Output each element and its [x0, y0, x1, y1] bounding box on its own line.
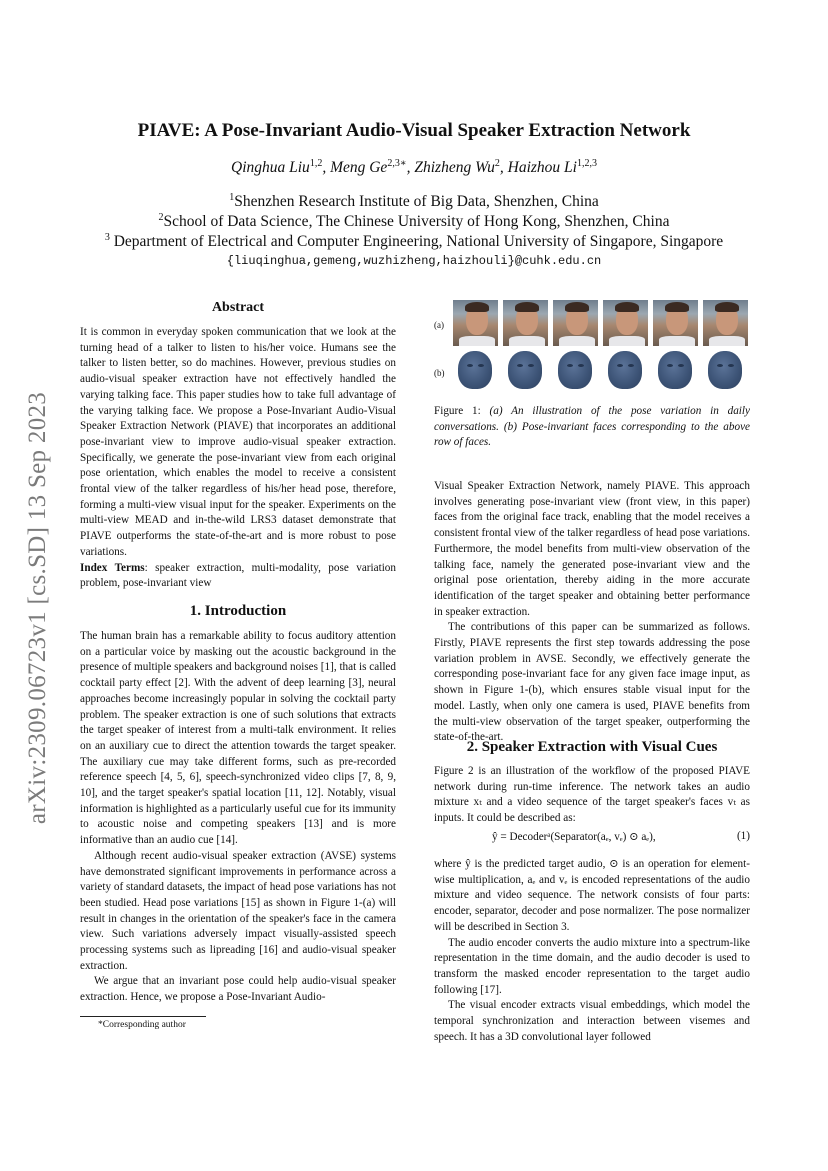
face-photo	[703, 300, 748, 346]
author: Zhizheng Wu$^2$,	[414, 158, 508, 177]
paragraph: where ŷ is the predicted target audio, ⊙ is an operation for element-wise multiplication, aₑ and vₑ is encoded representations of the audio mixture and video sequence. The network consists of four parts: encoder, separator, decoder and pose normalizer. The pose normalizer will be described in Section 3.	[434, 858, 750, 933]
paper-title: PIAVE: A Pose-Invariant Audio-Visual Speaker Extraction Network	[137, 120, 691, 141]
section-2-body-continued	[434, 857, 750, 1045]
figure-1-caption: Figure 1: (a) An illustration of the pose variation in daily conversations. (b) Pose-invariant faces corresponding to the above row of faces.	[434, 405, 750, 448]
figure-1	[434, 300, 750, 395]
pose-invariant-face	[453, 348, 498, 394]
paragraph: Figure 2 is an illustration of the workflow of the proposed PIAVE network during run-time inference. The network takes an audio mixture xₜ and a video sequence of the target speaker's faces vₜ as inputs. It could be described as:	[434, 765, 750, 825]
face-photo	[453, 300, 498, 346]
paragraph: The audio encoder converts the audio mixture into a spectrum-like representation in the time domain, and the audio decoder is used to transform the masked encoder representation to the target audio following [17].	[434, 936, 750, 996]
author: Meng $Ge^{2,3∗}$,	[330, 158, 415, 177]
paragraph: The human brain has a remarkable ability to focus auditory attention on a particular voice by masking out the acoustic background in the presence of multiple speakers and background noises [1], that is called cocktail party effect [2]. With the advent of deep learning [3], neural approaches become increasingly popular in solving the cocktail party problem. The speaker extraction is one of such solutions that extracts the target speaker of interest from a multi-talk environment. It relies on an auxiliary cue to direct the attention towards the target speaker. The auxiliary cue may take different forms, such as pre-recorded reference speech [4, 5, 6], speech-synchronized video clips [7, 8, 9, 10], and the target speaker's spatial location [11, 12]. Notably, visual information is highlighted as a particularly useful cue for its immunity to acoustic noise and competing speakers [13] and is more informative than an audio cue [14].	[80, 630, 396, 847]
footnote: *Corresponding author	[98, 1020, 186, 1030]
face-photo	[653, 300, 698, 346]
section-2-body	[434, 764, 750, 827]
face-photo	[553, 300, 598, 346]
affiliation: $^2$School of Data Science, The Chinese University of Hong Kong, Shenzhen, China	[158, 212, 670, 231]
author-list	[0, 158, 828, 177]
equation-number: (1)	[736, 830, 750, 842]
author: Haizhou Li$^{1,2,3}$	[507, 158, 597, 177]
right-column-intro	[434, 479, 750, 746]
pose-invariant-face	[553, 348, 598, 394]
author: Qinghua Liu$^{1,2}$,	[231, 158, 331, 177]
arxiv-identifier: arXiv:2309.06723v1 [cs.SD] 13 Sep 2023	[24, 391, 51, 825]
section-heading-introduction: 1. Introduction	[189, 603, 287, 619]
abstract-text: It is common in everyday spoken communication that we look at the turning head of a talker to listen to his/her voice. Humans see the talker to listen better, so do machines. However, previous studies on audio-visual speaker extraction have not effectively handled the varying talking face. This paper studies how to take full advantage of the varying talking face. We propose a Pose-Invariant Audio-Visual Speaker Extraction Network (PIAVE) that incorporates an additional pose-invariant view to improve audio-visual speaker extraction. Specifically, we generate the pose-invariant view from each original pose orientation, which enables the model to receive a consistent frontal view of the talker regardless of his/her head pose, therefore, forming a multi-view visual input for the speaker. Experiments on the multi-view MEAD and in-the-wild LRS3 dataset demonstrate that PIAVE outperforms the state-of-the-art and is more robust to pose variations.	[80, 326, 396, 558]
section-heading-speaker-extraction: 2. Speaker Extraction with Visual Cues	[466, 739, 718, 755]
pose-invariant-face	[503, 348, 548, 394]
equation-formula: ŷ = Decoderᵃ(Separator(aₑ, vₑ) ⊙ aₑ),	[492, 831, 656, 843]
affiliation: $^3$ Department of Electrical and Computer Engineering, National University of Singapore, Singapore	[104, 232, 724, 251]
introduction-body	[80, 629, 396, 1006]
pose-invariant-face	[603, 348, 648, 394]
face-photo	[603, 300, 648, 346]
paragraph: We argue that an invariant pose could help audio-visual speaker extraction. Hence, we propose a Pose-Invariant Audio-	[80, 975, 396, 1004]
abstract-heading: Abstract	[211, 300, 265, 315]
index-terms: Index Terms: speaker extraction, multi-modality, pose variation problem, pose-invariant view	[80, 561, 396, 590]
figure-label-b: (b)	[434, 368, 445, 378]
paragraph: Visual Speaker Extraction Network, namely PIAVE. This approach involves generating pose-invariant view (front view, in this paper) faces from the original face track, enabling that the model receives a consistent frontal view of the talker regardless of head pose variations. Furthermore, the model benefits from multi-view observation of the talking face, namely the generated pose-invariant view and the original pose orientation, thereby aiding in the more accurate identification of the target speaker and obtaining better performance in speaker extraction.	[434, 480, 750, 618]
pose-invariant-face	[703, 348, 748, 394]
paragraph: The visual encoder extracts visual embeddings, which model the temporal synchronization and interaction between visemes and speech. It has a 3D convolutional layer followed	[434, 999, 750, 1043]
paragraph: The contributions of this paper can be summarized as follows. Firstly, PIAVE represents the first step towards addressing the pose variation problem in AVSE. Secondly, we effectively generate the corresponding pose-invariant face for any given face image input, as shown in Figure 1-(b), which ensures stable visual input for the model. Lastly, when only one camera is used, PIAVE benefits from the multi-view observation of the target speaker, outperforming the state-of-the-art.	[434, 621, 750, 744]
face-photo	[503, 300, 548, 346]
affiliation: $^1$Shenzhen Research Institute of Big Data, Shenzhen, China	[229, 192, 599, 211]
abstract-body	[80, 325, 396, 592]
paragraph: Although recent audio-visual speaker extraction (AVSE) systems have demonstrated significant improvements in performance across a variety of standard datasets, the impact of head pose variations has not been studied. Head pose variations [15] as shown in Figure 1-(a) will result in changes in the orientation of the speaker's face in the camera view. Such variations adversely impact visually-assisted speech processing systems such as lipreading [16] and audio-visual speaker extraction.	[80, 849, 396, 972]
pose-invariant-face	[653, 348, 698, 394]
author-email: {liuqinghua,gemeng,wuzhizheng,haizhouli}@cuhk.edu.cn	[226, 254, 602, 268]
figure-label-a: (a)	[434, 320, 444, 330]
footnote-rule	[80, 1016, 206, 1017]
